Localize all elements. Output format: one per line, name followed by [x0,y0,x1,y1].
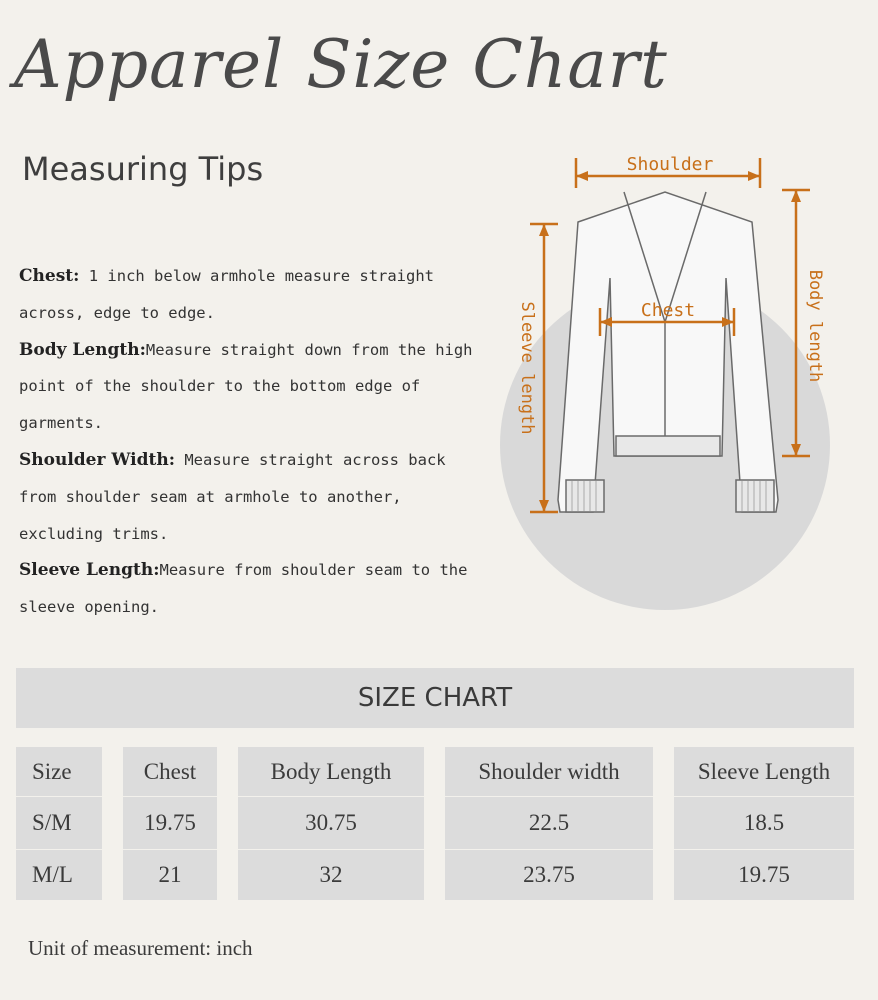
table-cell: 18.5 [674,797,854,849]
tip-term: Shoulder Width: [19,449,175,470]
tip-text: Measure from shoulder seam to the sleeve opening. [19,561,468,617]
header-cell-body-length: Body Length [238,747,424,796]
size-chart-title: SIZE CHART [16,668,854,728]
tip-term: Chest: [19,266,80,286]
cardigan-diagram [490,140,850,620]
table-cell: M/L [16,850,102,900]
table-cell: 22.5 [445,797,653,849]
table-cell: 32 [238,850,424,900]
unit-note: Unit of measurement: inch [28,936,253,960]
measuring-tips-heading: Measuring Tips [22,150,264,188]
tip-text: Measure straight across back from shoulder seam at armhole to another, excluding trims. [19,450,446,543]
chest-label: Chest [640,300,696,321]
tip-shoulder-width [19,442,489,552]
table-cell: 19.75 [674,850,854,900]
tip-term: Body Length: [19,339,146,360]
table-cell: 19.75 [123,797,217,849]
shoulder-label: Shoulder [626,154,714,175]
header-cell-shoulder-width: Shoulder width [445,747,653,796]
tip-body-length [19,332,489,442]
sleeve-length-label: Sleeve length [517,301,537,435]
table-cell: 23.75 [445,850,653,900]
header-cell-sleeve-length: Sleeve Length [674,747,854,796]
page-title: Apparel Size Chart [14,26,668,103]
tip-term: Sleeve Length: [19,560,160,581]
measuring-tips [19,258,489,626]
header-cell-chest: Chest [123,747,217,796]
table-cell: 21 [123,850,217,900]
table-cell: S/M [16,797,102,849]
tip-text: 1 inch below armhole measure straight across, edge to edge. [19,267,435,322]
garment-illustration [490,140,850,620]
tip-sleeve-length [19,552,489,626]
tip-chest [19,258,489,332]
tip-text: Measure straight down from the high point of the shoulder to the bottom edge of garments. [19,340,473,433]
table-cell: 30.75 [238,797,424,849]
header-cell-size: Size [16,747,102,796]
body-length-label: Body length [805,269,825,383]
